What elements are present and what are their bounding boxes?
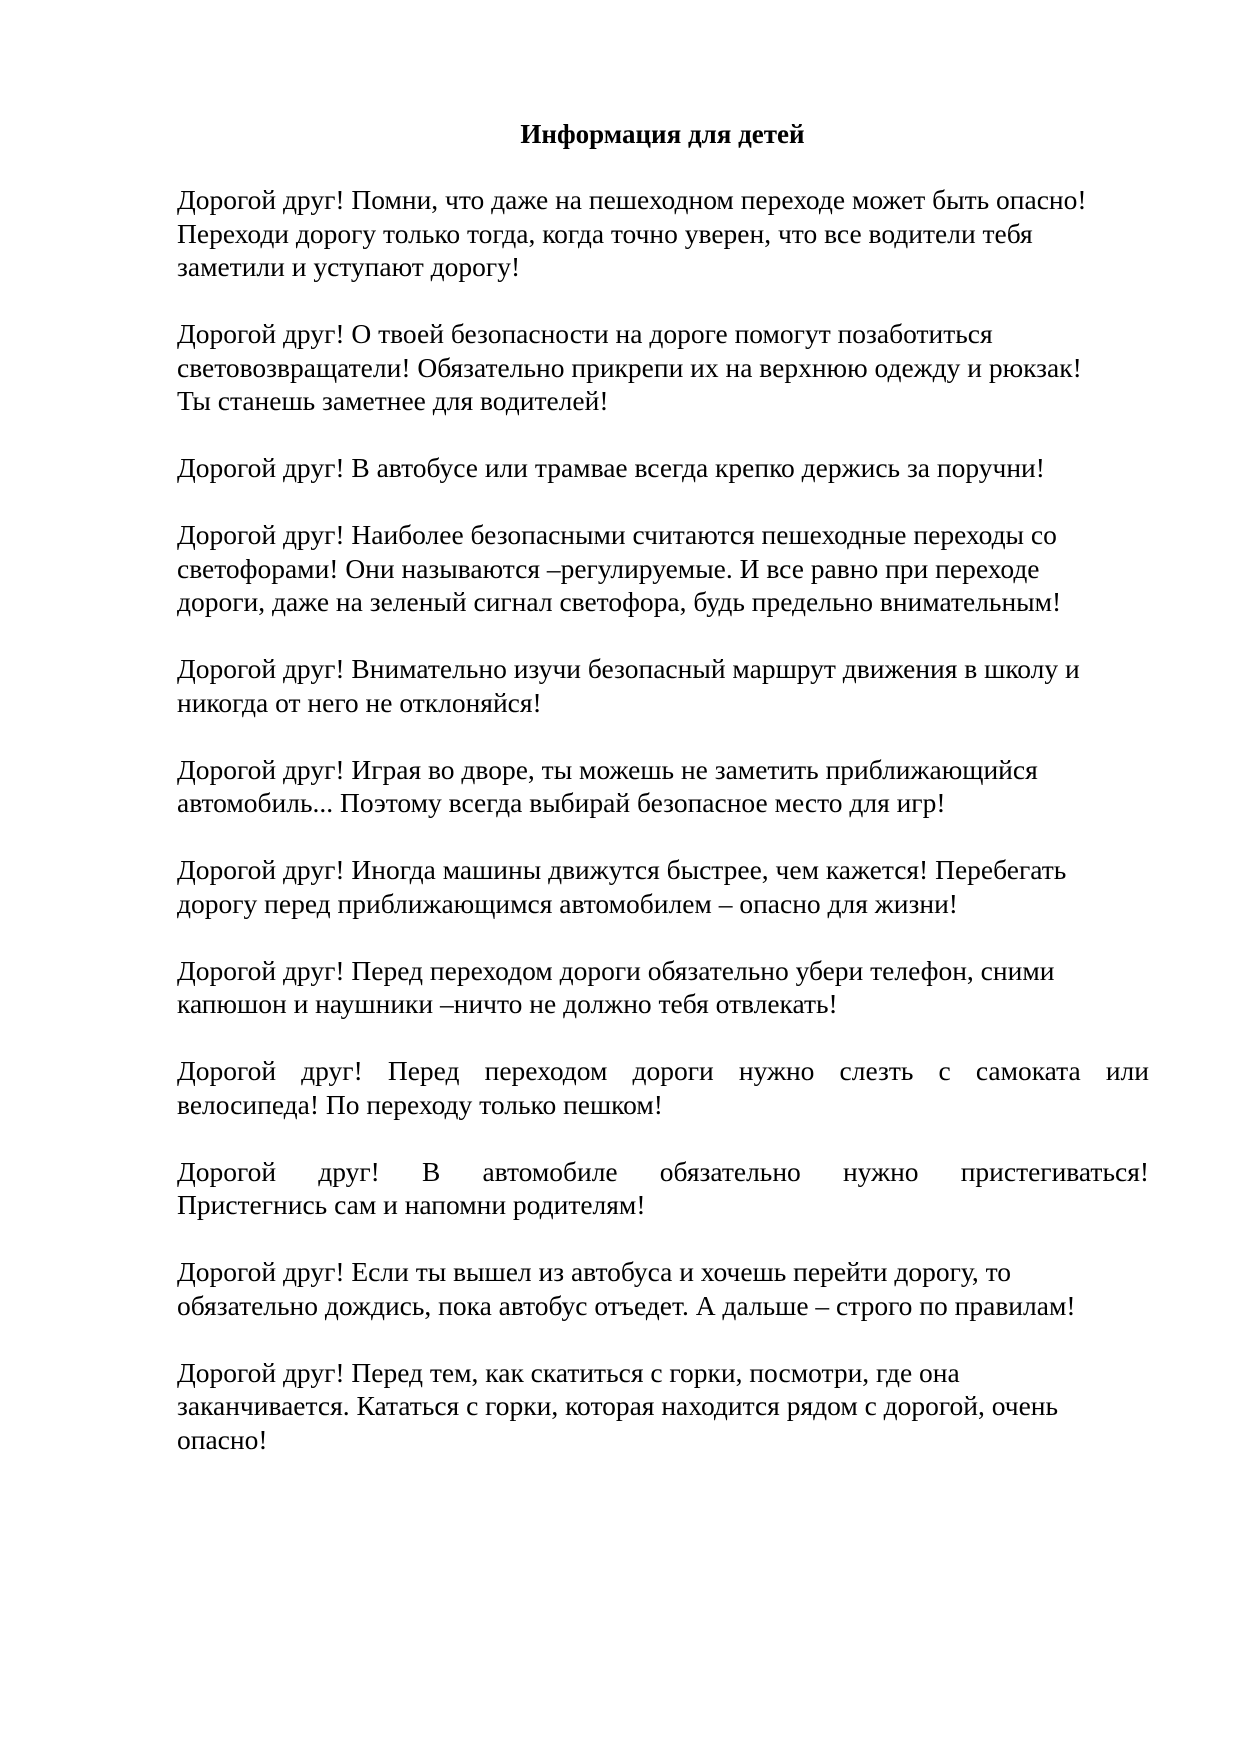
paragraph (177, 183, 1149, 284)
paragraph-line: Дорогой друг! О твоей безопасности на дороге помогут позаботиться (177, 318, 993, 349)
paragraph-line: велосипеда! По переходу только пешком! (177, 1088, 663, 1120)
paragraph-line: Дорогой друг! Наиболее безопасными считаются пешеходные переходы со (177, 519, 1057, 550)
paragraph-line: Пристегнись сам и напомни родителям! (177, 1189, 646, 1220)
document-body (177, 183, 1149, 1490)
paragraph-line: Ты станешь заметнее для водителей! (177, 385, 609, 416)
paragraph-line: никогда от него не отклоняйся! (177, 686, 542, 718)
paragraph (177, 1255, 1149, 1322)
page-title: Информация для детей (520, 119, 805, 149)
paragraph-line: дорогу перед приближающимся автомобилем – опасно для жизни! (177, 887, 958, 919)
paragraph-line: Дорогой друг! Иногда машины движутся быстрее, чем кажется! Перебегать (177, 854, 1067, 885)
paragraph (177, 954, 1149, 1021)
paragraph-line: Дорогой друг! Перед переходом дороги обязательно убери телефон, сними (177, 954, 1055, 986)
paragraph-line: Переходи дорогу только тогда, когда точно уверен, что все водители тебя (177, 217, 1033, 249)
paragraph (177, 1155, 1149, 1222)
paragraph (177, 753, 1149, 820)
paragraph-line: Дорогой друг! Играя во дворе, ты можешь не заметить приближающийся (177, 753, 1038, 785)
paragraph-line: заканчивается. Кататься с горки, которая находится рядом с дорогой, очень (177, 1390, 1059, 1421)
paragraph-line: капюшон и наушники –ничто не должно тебя отвлекать! (177, 988, 838, 1019)
paragraph (177, 853, 1149, 920)
paragraph-line: Дорогой друг! Внимательно изучи безопасный маршрут движения в школу и (177, 653, 1080, 684)
paragraph-line: автомобиль... Поэтому всегда выбирай безопасное место для игр! (177, 787, 946, 818)
paragraph-line: Дорогой друг! Помни, что даже на пешеходном переходе может быть опасно! (177, 184, 1087, 215)
paragraph-line: Дорогой друг! Перед переходом дороги нужно слезть с самоката или (177, 1055, 1149, 1086)
paragraph-line: световозвращатели! Обязательно прикрепи их на верхнюю одежду и рюкзак! (177, 351, 1082, 383)
paragraph (177, 1356, 1149, 1457)
paragraph-line: опасно! (177, 1423, 268, 1455)
paragraph-line: светофорами! Они называются –регулируемые. И все равно при переходе (177, 552, 1040, 584)
paragraph-line: Дорогой друг! В автобусе или трамвае всегда крепко держись за поручни! (177, 452, 1045, 483)
paragraph-line: обязательно дождись, пока автобус отъедет. А дальше – строго по правилам! (177, 1289, 1076, 1321)
paragraph-line: Дорогой друг! Перед тем, как скатиться с горки, посмотри, где она (177, 1356, 960, 1388)
paragraph (177, 1054, 1149, 1121)
paragraph-line: Дорогой друг! В автомобиле обязательно нужно пристегиваться! (177, 1155, 1149, 1187)
paragraph (177, 518, 1149, 619)
paragraph (177, 451, 1149, 485)
paragraph-line: Дорогой друг! Если ты вышел из автобуса и хочешь перейти дорогу, то (177, 1256, 1012, 1287)
paragraph (177, 652, 1149, 719)
paragraph-line: заметили и уступают дорогу! (177, 251, 521, 282)
paragraph (177, 317, 1149, 418)
paragraph-line: дороги, даже на зеленый сигнал светофора, будь предельно внимательным! (177, 586, 1062, 617)
